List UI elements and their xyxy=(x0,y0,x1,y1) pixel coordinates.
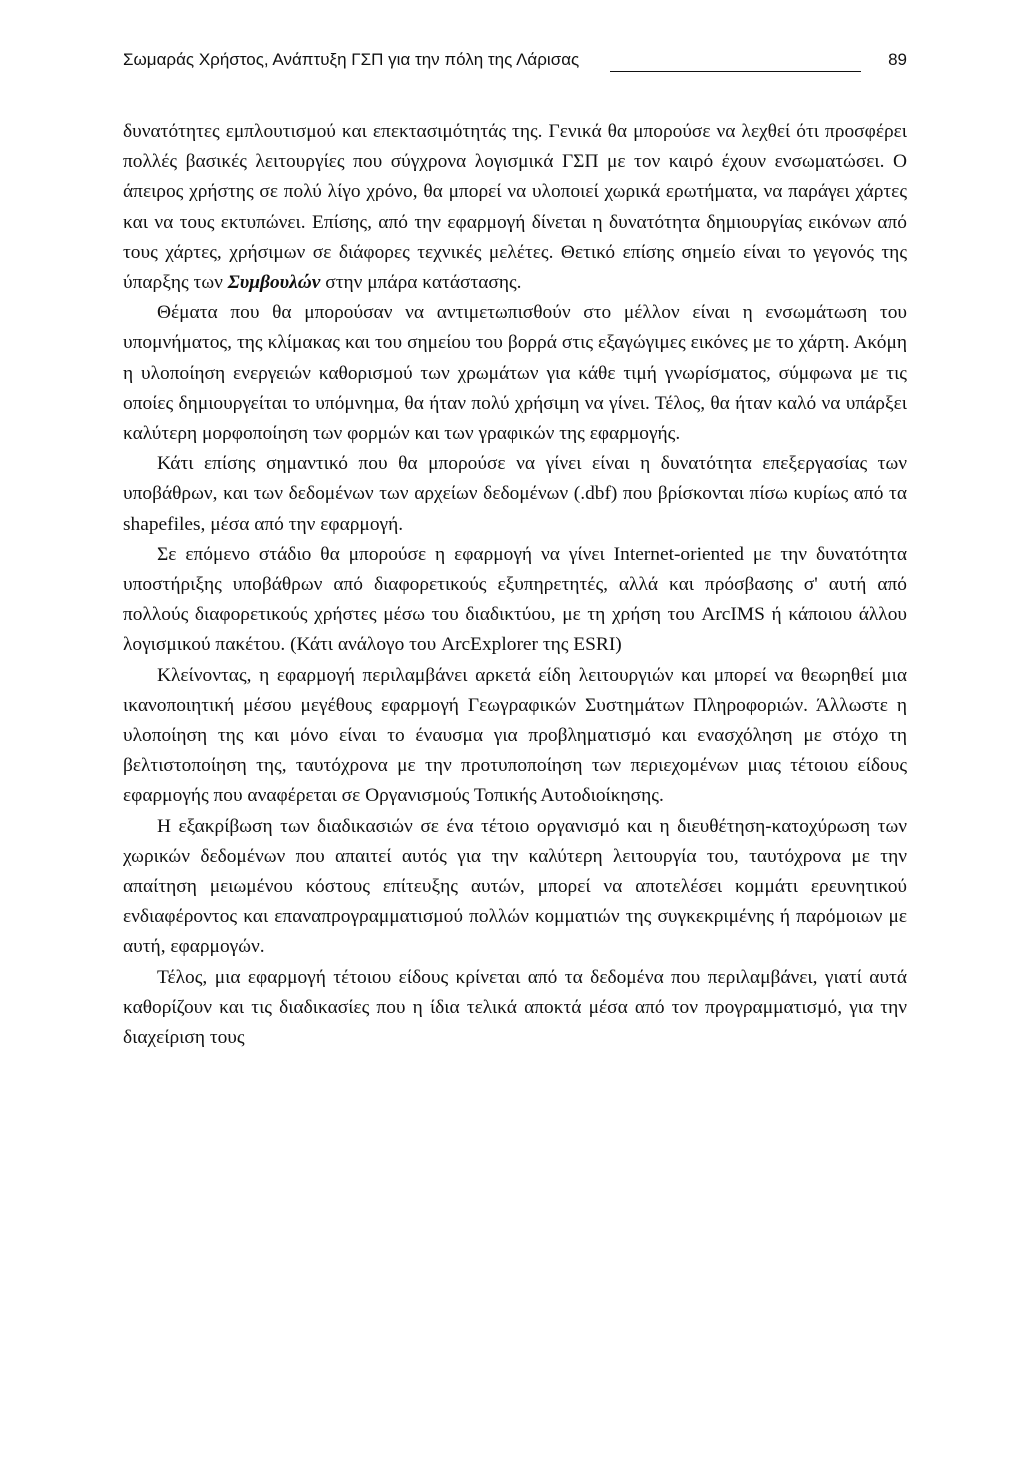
running-header xyxy=(123,44,907,76)
body-text xyxy=(123,117,907,1053)
paragraph-1-tail: στην μπάρα κατάστασης. xyxy=(325,272,522,294)
paragraph-5: Κλείνοντας, η εφαρμογή περιλαμβάνει αρκετά είδη λειτουργιών και μπορεί να θεωρηθεί μια ικανοποιητική μέσου μεγέθους εφαρμογή Γεωγραφικών Συστημάτων Πληροφοριών. Άλλωστε η υλοποίηση της και μόνο είναι το έναυσμα για προβληματισμό και ενασχόληση με στόχο τη βελτιστοποίηση της, ταυτόχρονα με την προτυποποίηση των περιεχομένων μιας τέτοιου είδους εφαρμογής που αναφέρεται σε Οργανισμούς Τοπικής Αυτοδιοίκησης. xyxy=(123,664,907,807)
header-title: Σωμαράς Χρήστος, Ανάπτυξη ΓΣΠ για την πόλη της Λάρισας xyxy=(123,50,580,69)
paragraph-1-text: δυνατότητες εμπλουτισμού και επεκτασιμότητάς της. Γενικά θα μπορούσε να λεχθεί ότι προσφέρει πολλές βασικές λειτουργίες που σύγχρονα λογισμικά ΓΣΠ με τον καιρό έχουν ενσωματώσει. Ο άπειρος χρήστης σε πολύ λίγο χρόνο, θα μπορεί να υλοποιεί χωρικά ερωτήματα, να παράγει χάρτες και να τους εκτυπώνει. Επίσης, από την εφαρμογή δίνεται η δυνατότητα δημιουργίας εικόνων από τους χάρτες, χρήσιμων σε διάφορες τεχνικές μελέτες. Θετικό επίσης σημείο είναι το γεγονός της ύπαρξης των xyxy=(123,121,907,294)
paragraph-1-emphasis: Συμβουλών xyxy=(227,272,321,294)
paragraph-6: Η εξακρίβωση των διαδικασιών σε ένα τέτοιο οργανισμό και η διευθέτηση-κατοχύρωση των χωρικών δεδομένων που απαιτεί αυτός για την καλύτερη λειτουργία του, ταυτόχρονα με την απαίτηση μειωμένου κόστους επίτευξης αυτών, μπορεί να αποτελέσει κομμάτι ερευνητικού ενδιαφέροντος και επαναπρογραμματισμού πολλών κομματιών της συγκεκριμένης ή παρόμοιων με αυτή, εφαρμογών. xyxy=(123,815,907,958)
paragraph-1 xyxy=(123,117,907,298)
paragraph-2: Θέματα που θα μπορούσαν να αντιμετωπισθούν στο μέλλον είναι η ενσωμάτωση του υπομνήματος, της κλίμακας και του σημείου του βορρά στις εξαγώγιμες εικόνες με το χάρτη. Ακόμη η υλοποίηση ενεργειών καθορισμού των χρωμάτων για κάθε τιμή γνωρίσματος, σύμφωνα με τις οποίες δημιουργείται το υπόμνημα, θα ήταν πολύ χρήσιμη να γίνει. Τέλος, θα ήταν καλό να υπάρξει καλύτερη μορφοποίηση των φορμών και των γραφικών της εφαρμογής. xyxy=(123,302,907,445)
header-rule xyxy=(610,71,861,72)
paragraph-3: Κάτι επίσης σημαντικό που θα μπορούσε να γίνει είναι η δυνατότητα επεξεργασίας των υποβάθρων, και των δεδομένων των αρχείων δεδομένων (.dbf) που βρίσκονται πίσω κυρίως από τα shapefiles, μέσα από την εφαρμογή. xyxy=(123,453,907,535)
paragraph-7: Τέλος, μια εφαρμογή τέτοιου είδους κρίνεται από τα δεδομένα που περιλαμβάνει, γιατί αυτά καθορίζουν και τις διαδικασίες που η ίδια τελικά αποκτά μέσα από τον προγραμματισμό, για την διαχείριση τους xyxy=(123,966,907,1049)
paragraph-4: Σε επόμενο στάδιο θα μπορούσε η εφαρμογή να γίνει Internet-oriented με την δυνατότητα υποστήριξης υποβάθρων από διαφορετικούς εξυπηρετητές, αλλά και πρόσβασης σ' αυτή από πολλούς διαφορετικούς χρήστες μέσω του διαδικτύου, με τη χρήση του ArcIMS ή κάποιου άλλου λογισμικού πακέτου. (Κάτι ανάλογο του ArcExplorer της ESRI) xyxy=(123,543,907,656)
page-number: 89 xyxy=(888,50,907,69)
